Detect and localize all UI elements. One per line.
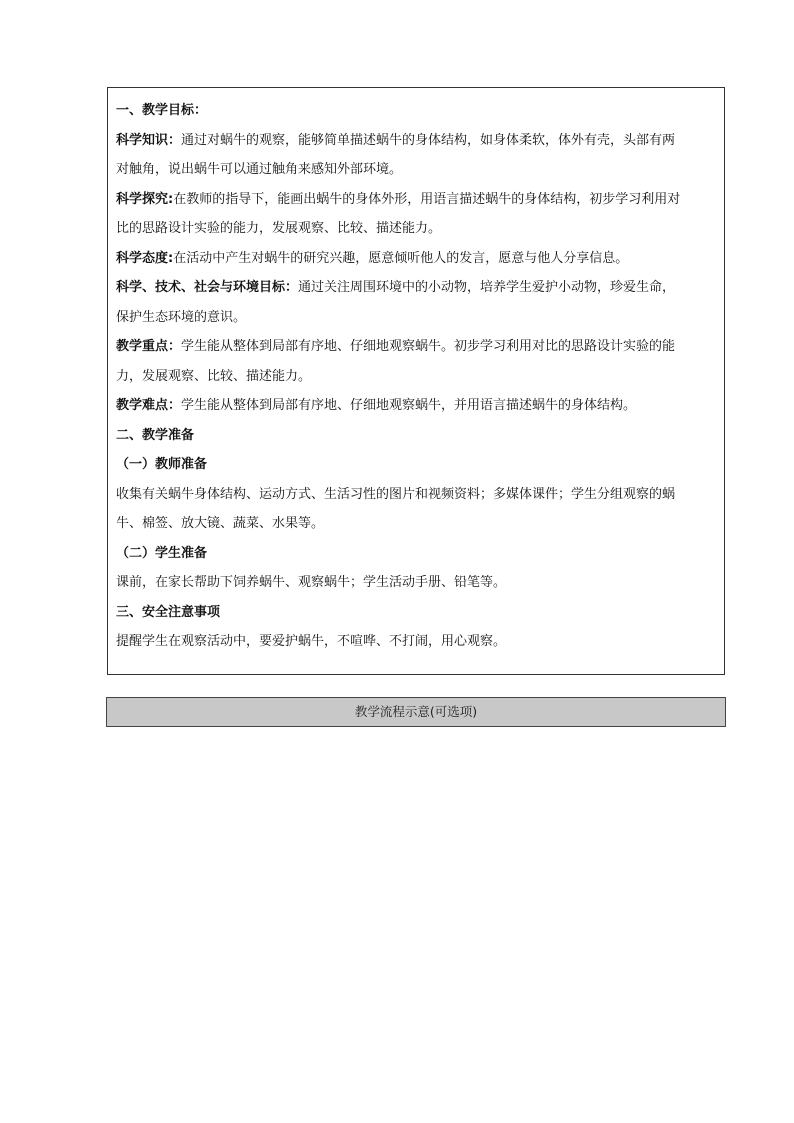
key-points-text1: 学生能从整体到局部有序地、仔细地观察蜗牛。初步学习利用对比的思路设计实验的能 — [181, 339, 676, 354]
teacher-prep-line1: 收集有关蜗牛身体结构、运动方式、生活习性的图片和视频资料；多媒体课件；学生分组观察的蜗 — [116, 486, 676, 502]
key-points-label: 教学重点： — [116, 339, 182, 354]
student-prep-heading: （二）学生准备 — [116, 545, 208, 561]
inquiry-line2: 比的思路设计实验的能力，发展观察、比较、描述能力。 — [116, 221, 442, 236]
difficulties-line — [116, 391, 716, 421]
lesson-plan-box — [107, 87, 725, 675]
section2-heading: 二、教学准备 — [116, 427, 195, 443]
attitude-label: 科学态度: — [116, 250, 174, 266]
teacher-prep-line2: 牛、棉签、放大镜、蔬菜、水果等。 — [116, 516, 325, 531]
stse-label: 科学、技术、社会与环境目标： — [116, 280, 299, 295]
attitude-line — [116, 244, 716, 274]
safety-text: 提醒学生在观察活动中，要爱护蜗牛，不喧哗、不打闹，用心观察。 — [116, 634, 507, 649]
knowledge-line2: 对触角，说出蜗牛可以通过触角来感知外部环境。 — [116, 162, 403, 177]
inquiry-text1: 在教师的指导下，能画出蜗牛的身体外形，用语言描述蜗牛的身体结构，初步学习利用对 — [173, 191, 681, 207]
section3-heading: 三、安全注意事项 — [116, 604, 221, 620]
inquiry-line1 — [116, 185, 716, 215]
knowledge-text1: 通过对蜗牛的观察，能够简单描述蜗牛的身体结构，如身体柔软，体外有壳，头部有两 — [181, 132, 676, 148]
stse-text1: 通过关注周围环境中的小动物，培养学生爱护小动物，珍爱生命， — [298, 280, 676, 295]
stse-line1 — [116, 273, 716, 303]
inquiry-label: 科学探究: — [116, 191, 174, 207]
key-points-line2: 力，发展观察、比较、描述能力。 — [116, 368, 312, 384]
key-points-line1 — [116, 332, 716, 362]
stse-line2: 保护生态环境的意识。 — [116, 309, 247, 325]
student-prep-text: 课前，在家长帮助下饲养蜗牛、观察蜗牛；学生活动手册、铅笔等。 — [116, 575, 507, 590]
difficulties-text: 学生能从整体到局部有序地、仔细地观察蜗牛，并用语言描述蜗牛的身体结构。 — [181, 398, 637, 413]
flow-header-bar — [106, 697, 726, 727]
knowledge-line1 — [116, 126, 716, 156]
difficulties-label: 教学难点： — [116, 398, 182, 413]
section1-heading: 一、教学目标： — [116, 103, 208, 118]
teacher-prep-heading: （一）教师准备 — [116, 457, 208, 472]
attitude-text: 在活动中产生对蜗牛的研究兴趣，愿意倾听他人的发言，愿意与他人分享信息。 — [173, 250, 629, 266]
knowledge-label: 科学知识： — [116, 132, 182, 148]
flow-header-label: 教学流程示意(可选项) — [354, 704, 478, 719]
